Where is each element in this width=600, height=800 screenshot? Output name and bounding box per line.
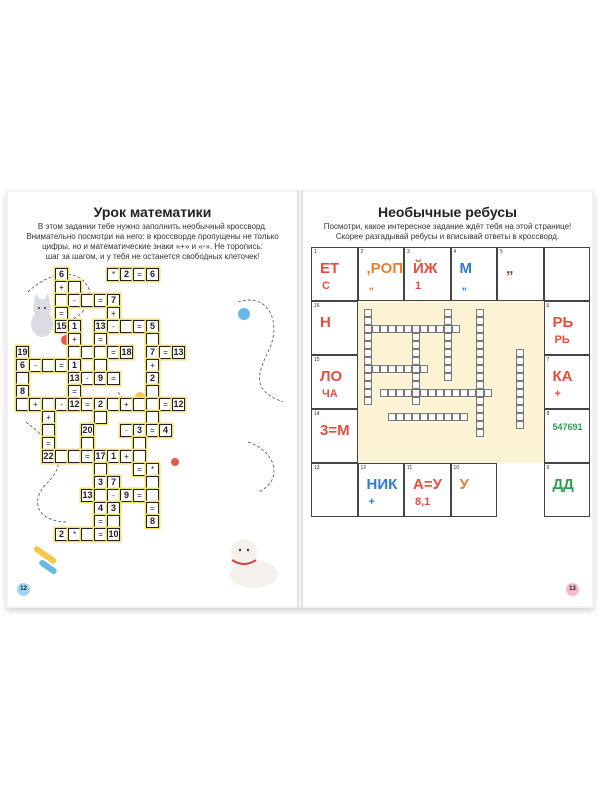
math-cell: 13 <box>69 373 80 383</box>
answer-cell[interactable] <box>436 389 444 397</box>
rebus-text: А=У <box>413 476 442 493</box>
math-cell: * <box>68 528 81 541</box>
math-cell: 2 <box>55 528 68 541</box>
math-cell: 10 <box>108 529 119 539</box>
empty-cell[interactable] <box>81 294 94 307</box>
clue-number: 1 <box>314 249 317 255</box>
math-cell: 3 <box>107 502 120 515</box>
math-cell: 1 <box>68 359 81 372</box>
answer-cell[interactable] <box>404 413 412 421</box>
rope-toy-illustration <box>33 545 58 575</box>
rebus-clue-2 <box>358 247 405 301</box>
clue-number: 13 <box>314 465 320 471</box>
math-cell: = <box>133 320 146 333</box>
rebus-clue-6 <box>544 301 591 355</box>
math-cell: = <box>159 398 172 411</box>
math-cell: 18 <box>121 347 132 357</box>
math-cell: = <box>55 359 68 372</box>
answer-cell[interactable] <box>476 325 484 333</box>
answer-cell[interactable] <box>428 413 436 421</box>
clue-number: 7 <box>546 357 550 363</box>
answer-cell[interactable] <box>476 357 484 365</box>
answer-cell[interactable] <box>444 333 452 341</box>
clue-number: 10 <box>453 465 460 471</box>
math-cell: = <box>107 346 120 359</box>
clue-number: 14 <box>314 411 320 417</box>
answer-cell[interactable] <box>476 373 484 381</box>
math-cell: 20 <box>82 425 93 435</box>
answer-cell[interactable] <box>516 397 524 405</box>
rebus-text: Н <box>320 314 331 331</box>
empty-cell[interactable] <box>120 320 133 333</box>
answer-cell[interactable] <box>364 373 372 381</box>
math-cell: 7 <box>107 294 120 307</box>
math-cell: = <box>94 294 107 307</box>
answer-cell[interactable] <box>516 365 524 373</box>
answer-cell[interactable] <box>388 413 396 421</box>
math-cell: 15 <box>56 321 67 331</box>
rebus-text: У <box>459 476 469 493</box>
answer-cell[interactable] <box>364 381 372 389</box>
answer-cell[interactable] <box>364 365 372 373</box>
empty-cell[interactable] <box>146 411 159 424</box>
answer-cell[interactable] <box>388 389 396 397</box>
rebus-clue-box <box>544 247 591 301</box>
rebus-clue-11 <box>404 463 451 517</box>
answer-cell[interactable] <box>412 373 420 381</box>
math-cell: - <box>107 489 120 502</box>
math-cell: 2 <box>120 268 133 281</box>
answer-cell[interactable] <box>444 357 452 365</box>
answer-cell[interactable] <box>396 325 404 333</box>
math-cell: = <box>81 398 94 411</box>
math-cell: 1 <box>68 320 81 333</box>
math-cell: + <box>55 281 68 294</box>
dog-illustration <box>230 539 278 588</box>
rebus-text: 547691 <box>552 422 583 432</box>
answer-cell[interactable] <box>412 397 420 405</box>
intro-text: В этом задании тебе нужно заполнить необычный кроссворд. Внимательно посмотри на него: в кроссворде пропущены не только цифры, но и математические знаки «+» и «-». Не торопись: шаг за шагом, и у тебя не останется свободных клеточек! <box>26 222 279 261</box>
rebus-text: 3=М <box>320 422 350 439</box>
math-cell: - <box>29 359 42 372</box>
empty-cell[interactable] <box>94 489 107 502</box>
answer-cell[interactable] <box>412 389 420 397</box>
rebus-text: ЕТ <box>320 260 340 277</box>
answer-cell[interactable] <box>444 317 452 325</box>
math-cell: 3 <box>133 424 146 437</box>
math-cell: - <box>120 424 133 437</box>
math-cell: - <box>107 320 120 333</box>
rebus-clue-4 <box>451 247 498 301</box>
rebus-clue-10 <box>451 463 498 517</box>
answer-cell[interactable] <box>428 389 436 397</box>
answer-cell[interactable] <box>476 397 484 405</box>
empty-cell[interactable] <box>133 398 146 411</box>
math-cell: = <box>81 450 94 463</box>
math-cell: 6 <box>16 359 29 372</box>
answer-cell[interactable] <box>444 373 452 381</box>
rebus-clue-9 <box>544 463 591 517</box>
math-cell: + <box>42 411 55 424</box>
math-cell: 12 <box>69 399 80 409</box>
math-cell: = <box>94 515 107 528</box>
empty-cell[interactable] <box>94 346 107 359</box>
answer-cell[interactable] <box>404 389 412 397</box>
answer-cell[interactable] <box>476 381 484 389</box>
answer-cell[interactable] <box>396 389 404 397</box>
answer-cell[interactable] <box>476 421 484 429</box>
rebus-clue-15 <box>311 355 358 409</box>
answer-cell[interactable] <box>476 317 484 325</box>
answer-cell[interactable] <box>364 341 372 349</box>
rebus-text: РЬ <box>552 314 574 331</box>
math-cell: 7 <box>146 346 159 359</box>
math-cell: = <box>68 385 81 398</box>
right-page <box>303 192 592 606</box>
empty-cell[interactable] <box>146 385 159 398</box>
answer-cell[interactable] <box>476 429 484 437</box>
answer-cell[interactable] <box>460 413 468 421</box>
empty-cell[interactable] <box>107 398 120 411</box>
answer-cell[interactable] <box>412 357 420 365</box>
answer-cell[interactable] <box>476 365 484 373</box>
math-cell: + <box>29 398 42 411</box>
empty-cell[interactable] <box>81 437 94 450</box>
empty-cell[interactable] <box>16 372 29 385</box>
empty-cell[interactable] <box>146 398 159 411</box>
rebus-subtext: ЧА <box>322 388 338 400</box>
rebus-text: „ <box>506 260 514 277</box>
math-cell: = <box>42 437 55 450</box>
answer-cell[interactable] <box>516 373 524 381</box>
clue-number: 5 <box>500 249 503 255</box>
empty-cell[interactable] <box>81 528 94 541</box>
clue-number: 11 <box>407 465 413 471</box>
rebus-clue-7 <box>544 355 591 409</box>
math-cell: 9 <box>120 489 133 502</box>
rebus-clue-1 <box>311 247 358 301</box>
answer-cell[interactable] <box>460 389 468 397</box>
answer-cell[interactable] <box>420 389 428 397</box>
answer-cell[interactable] <box>476 413 484 421</box>
math-cell: 2 <box>94 398 107 411</box>
math-cell: + <box>146 359 159 372</box>
answer-cell[interactable] <box>468 389 476 397</box>
answer-cell[interactable] <box>364 349 372 357</box>
clue-number: 12 <box>360 465 367 471</box>
clue-number: 4 <box>453 249 457 255</box>
empty-cell[interactable] <box>55 450 68 463</box>
answer-cell[interactable] <box>444 341 452 349</box>
answer-cell[interactable] <box>412 413 420 421</box>
answer-cell[interactable] <box>484 389 492 397</box>
answer-cell[interactable] <box>380 365 388 373</box>
answer-cell[interactable] <box>404 325 412 333</box>
math-cell: 2 <box>146 372 159 385</box>
rebus-clue-5 <box>497 247 544 301</box>
rebus-text: НИК <box>366 476 398 493</box>
rebus-clue-12 <box>358 463 405 517</box>
empty-cell[interactable] <box>42 424 55 437</box>
math-cell: 6 <box>55 268 68 281</box>
math-cell: 19 <box>17 347 28 357</box>
empty-cell[interactable] <box>68 281 81 294</box>
answer-cell[interactable] <box>420 413 428 421</box>
rebus-clue-16 <box>311 301 358 355</box>
math-cell: 6 <box>146 268 159 281</box>
answer-cell[interactable] <box>476 389 484 397</box>
math-cell: + <box>120 450 133 463</box>
rebus-subtext: 1 <box>415 280 422 292</box>
page-number: 13 <box>566 583 579 596</box>
answer-cell[interactable] <box>516 421 524 429</box>
rebus-clue-3 <box>404 247 451 301</box>
math-cell: - <box>68 294 81 307</box>
empty-cell[interactable] <box>146 333 159 346</box>
math-cell: 13 <box>173 347 184 357</box>
answer-cell[interactable] <box>388 325 396 333</box>
answer-cell[interactable] <box>372 325 380 333</box>
left-page <box>8 192 297 606</box>
ball-icon <box>171 458 179 466</box>
answer-cell[interactable] <box>444 413 452 421</box>
ball-icon <box>238 308 250 320</box>
empty-cell[interactable] <box>16 398 29 411</box>
rebus-clue-14 <box>311 409 358 463</box>
clue-number: 6 <box>546 303 550 309</box>
answer-cell[interactable] <box>404 365 412 373</box>
rebus-text: ДД <box>552 476 574 493</box>
math-cell: = <box>133 489 146 502</box>
answer-cell[interactable] <box>380 389 388 397</box>
math-cell: - <box>81 372 94 385</box>
answer-cell[interactable] <box>412 365 420 373</box>
rebus-text: ,ΡΟΠ <box>366 260 404 277</box>
clue-number: 8 <box>546 411 550 417</box>
answer-cell[interactable] <box>444 349 452 357</box>
empty-cell[interactable] <box>107 515 120 528</box>
math-cell: + <box>68 333 81 346</box>
math-cell: * <box>146 463 159 476</box>
answer-cell[interactable] <box>444 365 452 373</box>
rebus-text: М <box>459 260 472 277</box>
answer-cell[interactable] <box>396 413 404 421</box>
answer-cell[interactable] <box>412 341 420 349</box>
math-cell: = <box>133 463 146 476</box>
math-cell: 3 <box>94 476 107 489</box>
rebus-subtext: + <box>368 496 375 508</box>
answer-cell[interactable] <box>444 309 452 317</box>
math-cell: 13 <box>82 490 93 500</box>
page-title: Необычные ребусы <box>377 204 518 220</box>
answer-cell[interactable] <box>364 357 372 365</box>
rebus-clue-8 <box>544 409 591 463</box>
answer-cell[interactable] <box>444 389 452 397</box>
answer-cell[interactable] <box>364 309 372 317</box>
math-cell: 17 <box>95 451 106 461</box>
math-cell: = <box>133 268 146 281</box>
math-cell: + <box>107 307 120 320</box>
answer-cell[interactable] <box>364 397 372 405</box>
math-cell: - <box>55 398 68 411</box>
answer-cell[interactable] <box>452 325 460 333</box>
clue-number: 16 <box>314 303 320 309</box>
answer-cell[interactable] <box>420 365 428 373</box>
answer-cell[interactable] <box>412 381 420 389</box>
answer-cell[interactable] <box>364 317 372 325</box>
math-cell: 8 <box>16 385 29 398</box>
math-cell: 4 <box>159 424 172 437</box>
answer-cell[interactable] <box>452 389 460 397</box>
math-cell: = <box>94 333 107 346</box>
rebus-text: ЛО <box>320 368 343 385</box>
empty-cell[interactable] <box>94 411 107 424</box>
answer-cell[interactable] <box>516 389 524 397</box>
rebus-subtext: С <box>322 280 330 292</box>
answer-cell[interactable] <box>420 325 428 333</box>
math-cell: = <box>146 502 159 515</box>
clue-number: 2 <box>360 249 364 255</box>
math-cell: = <box>94 528 107 541</box>
answer-cell[interactable] <box>412 325 420 333</box>
answer-cell[interactable] <box>516 413 524 421</box>
empty-cell[interactable] <box>55 294 68 307</box>
rebus-subtext: „ <box>461 280 467 292</box>
answer-cell[interactable] <box>412 349 420 357</box>
page-title: Урок математики <box>93 204 212 220</box>
math-cell: = <box>55 307 68 320</box>
answer-cell[interactable] <box>516 405 524 413</box>
rebus-subtext: „ <box>368 280 374 292</box>
math-cell: * <box>107 268 120 281</box>
page-number: 12 <box>17 583 30 596</box>
empty-cell[interactable] <box>133 437 146 450</box>
math-cell: 4 <box>94 502 107 515</box>
answer-cell[interactable] <box>476 341 484 349</box>
math-cell: 22 <box>43 451 54 461</box>
empty-cell[interactable] <box>42 398 55 411</box>
answer-cell[interactable] <box>476 349 484 357</box>
answer-cell[interactable] <box>364 333 372 341</box>
math-cell: = <box>107 372 120 385</box>
math-cell: + <box>120 398 133 411</box>
clue-number: 9 <box>546 465 550 471</box>
empty-cell[interactable] <box>68 450 81 463</box>
answer-cell[interactable] <box>516 357 524 365</box>
answer-cell[interactable] <box>388 365 396 373</box>
rebus-text: ЙЖ <box>413 260 438 277</box>
empty-cell[interactable] <box>68 346 81 359</box>
empty-cell[interactable] <box>133 450 146 463</box>
empty-cell[interactable] <box>42 359 55 372</box>
answer-cell[interactable] <box>444 325 452 333</box>
answer-cell[interactable] <box>516 349 524 357</box>
answer-cell[interactable] <box>364 389 372 397</box>
answer-cell[interactable] <box>412 333 420 341</box>
math-cell: 8 <box>146 515 159 528</box>
rebus-subtext: РЬ <box>554 334 570 346</box>
clue-number: 15 <box>314 357 320 363</box>
math-cell: 5 <box>146 320 159 333</box>
answer-cell[interactable] <box>476 333 484 341</box>
math-cell: 7 <box>107 476 120 489</box>
rebus-subtext: + <box>554 388 561 400</box>
rebus-subtext: 8,1 <box>415 496 431 508</box>
intro-text: Посмотри, какое интересное задание ждёт тебя на этой странице! Скорее разгадывай ребусы и вписывай ответы в кроссворд. <box>323 222 572 241</box>
math-cell: = <box>146 424 159 437</box>
empty-cell[interactable] <box>94 359 107 372</box>
empty-cell[interactable] <box>81 346 94 359</box>
answer-cell[interactable] <box>476 309 484 317</box>
answer-cell[interactable] <box>428 325 436 333</box>
math-cell: 9 <box>94 372 107 385</box>
answer-cell[interactable] <box>452 413 460 421</box>
empty-cell[interactable] <box>146 489 159 502</box>
rebus-clue-13 <box>311 463 358 517</box>
answer-cell[interactable] <box>476 405 484 413</box>
rebus-text: КА <box>552 368 573 385</box>
empty-cell[interactable] <box>146 476 159 489</box>
math-cell: 13 <box>95 321 106 331</box>
answer-cell[interactable] <box>396 365 404 373</box>
math-cell: 1 <box>107 450 120 463</box>
math-cell: = <box>159 346 172 359</box>
answer-cell[interactable] <box>436 325 444 333</box>
answer-cell[interactable] <box>380 325 388 333</box>
answer-cell[interactable] <box>516 381 524 389</box>
clue-number: 3 <box>407 249 410 255</box>
answer-cell[interactable] <box>436 413 444 421</box>
answer-cell[interactable] <box>364 325 372 333</box>
empty-cell[interactable] <box>94 463 107 476</box>
answer-cell[interactable] <box>372 365 380 373</box>
math-cell: 12 <box>173 399 184 409</box>
